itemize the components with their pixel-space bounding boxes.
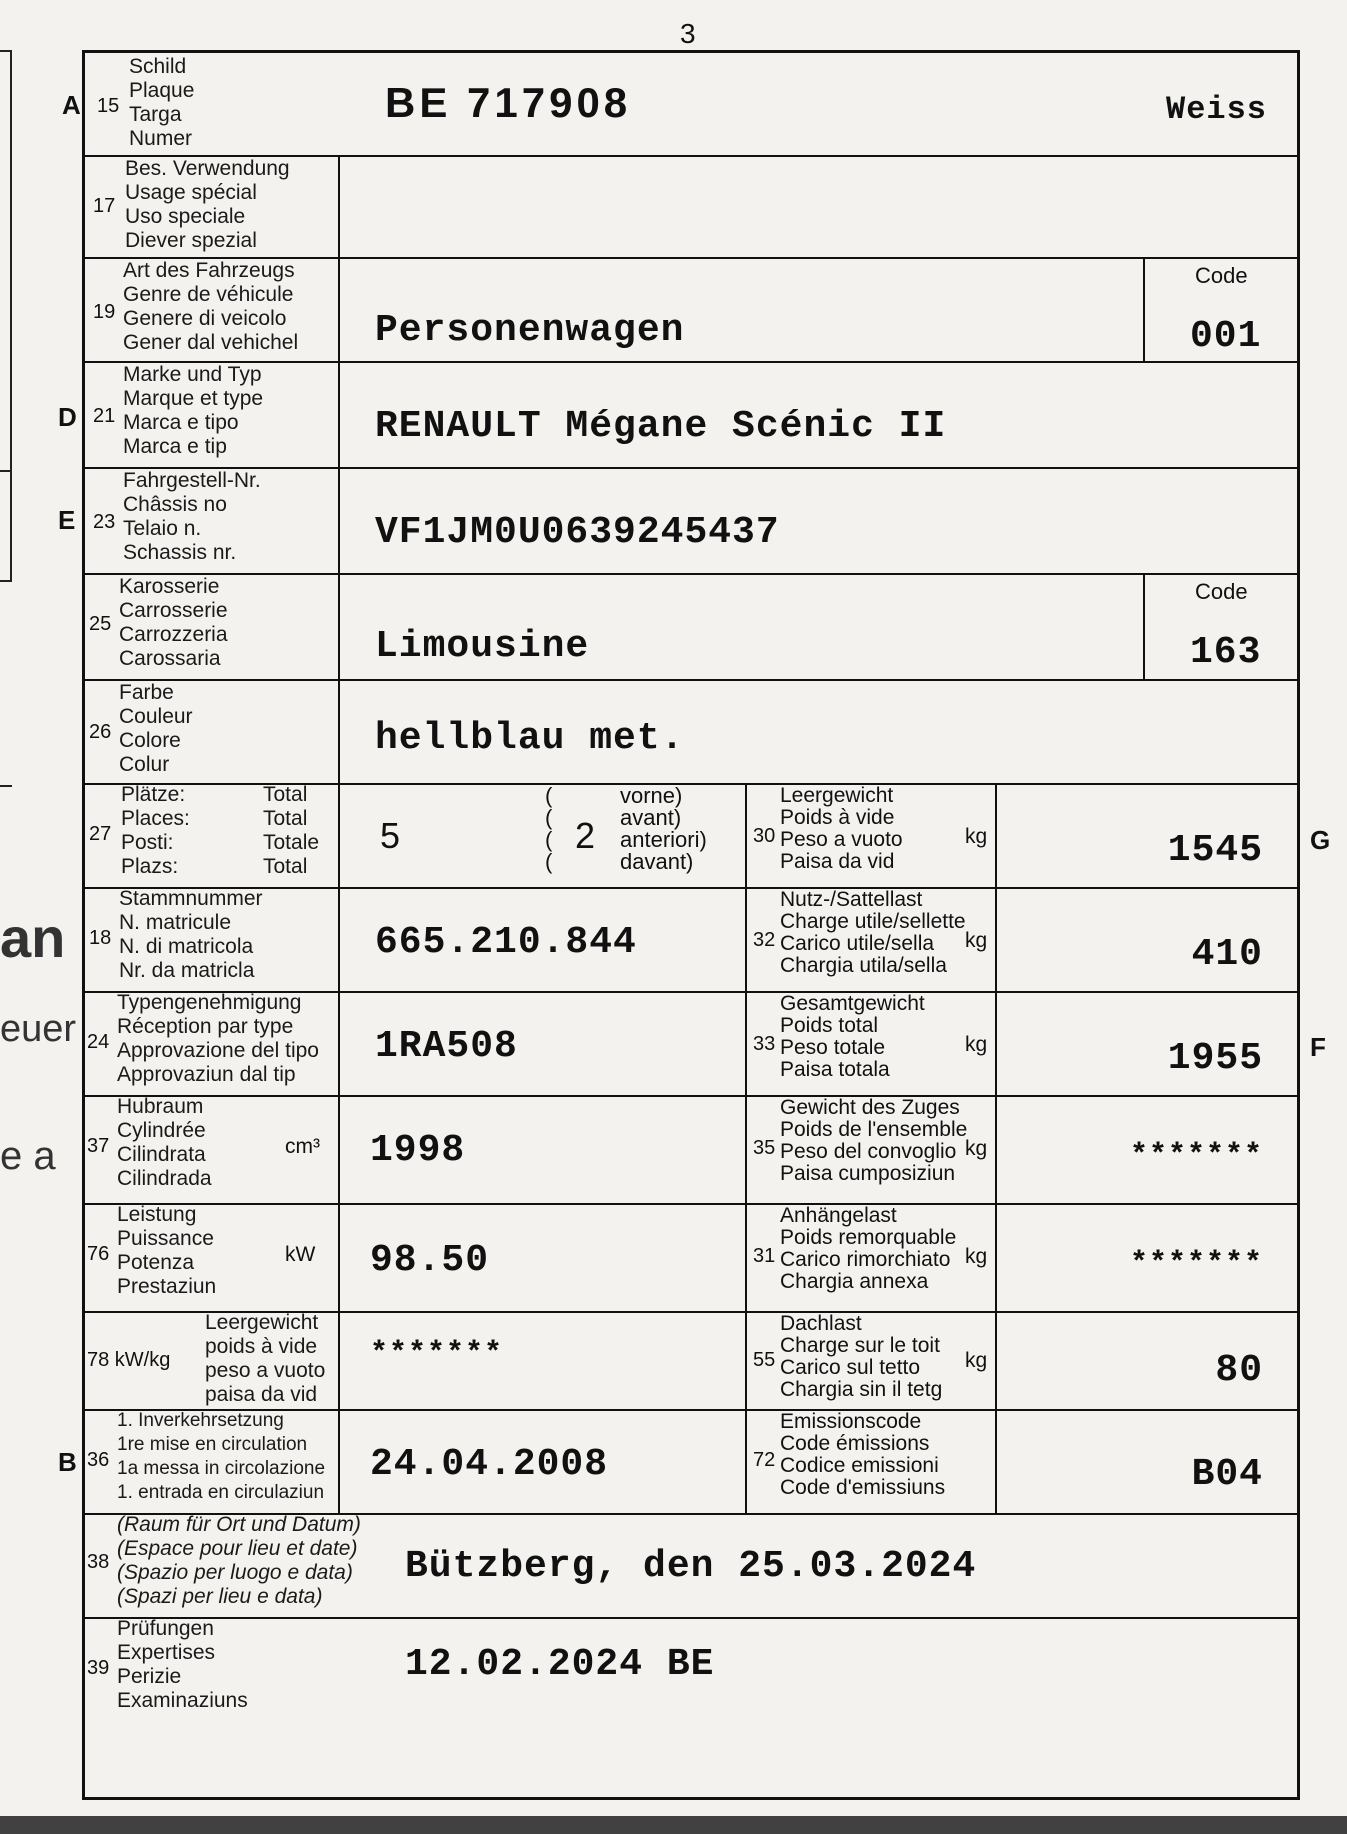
field-label: Emissionscode Code émissions Codice emissioni Code d'emissiuns bbox=[780, 1410, 946, 1499]
paren-open: ( ( ( ( bbox=[545, 783, 553, 874]
field-label: Bes. Verwendung Usage spécial Uso speciale Diever spezial bbox=[125, 157, 290, 252]
field-number: 21 bbox=[93, 405, 116, 427]
field-label: Karosserie Carrosserie Carrozzeria Carossaria bbox=[119, 575, 228, 670]
scan-edge-shadow bbox=[0, 1816, 1347, 1834]
field-label: Schild Plaque Targa Numer bbox=[129, 55, 195, 150]
left-edge-rule bbox=[0, 50, 12, 52]
row-displacement-train-weight bbox=[85, 1095, 1297, 1205]
left-edge-rule bbox=[0, 470, 12, 472]
train-weight-value: ******* bbox=[1129, 1139, 1263, 1173]
row-body bbox=[85, 573, 1297, 681]
total-weight-value: 1955 bbox=[1167, 1037, 1263, 1080]
emission-code-value: B04 bbox=[1191, 1453, 1263, 1496]
margin-letter-g: G bbox=[1310, 825, 1331, 855]
row-color bbox=[85, 679, 1297, 785]
make-type-value: RENAULT Mégane Scénic II bbox=[375, 405, 947, 448]
field-label: Farbe Couleur Colore Colur bbox=[119, 681, 193, 776]
field-label: Dachlast Charge sur le toit Carico sul tetto Chargia sin il tetg bbox=[780, 1312, 943, 1401]
roof-load-value: 80 bbox=[1215, 1349, 1263, 1392]
field-number: 19 bbox=[93, 301, 116, 323]
field-number: 18 bbox=[89, 927, 112, 949]
power-weight-value: ******* bbox=[370, 1337, 504, 1371]
field-number: 30 bbox=[753, 825, 776, 847]
side-fragment-2: euer bbox=[0, 1008, 77, 1050]
field-label: Gesamtgewicht Poids total Peso totale Paisa totala bbox=[780, 992, 925, 1081]
row-power-weight-roof bbox=[85, 1311, 1297, 1411]
vehicle-kind-value: Personenwagen bbox=[375, 309, 685, 352]
unit: kg bbox=[965, 1033, 988, 1056]
field-label: Gewicht des Zuges Poids de l'ensemble Peso del convoglio Paisa cumposiziun bbox=[780, 1096, 968, 1185]
color-value: hellblau met. bbox=[375, 717, 685, 760]
first-registration-date: 24.04.2008 bbox=[370, 1443, 609, 1486]
field-label: Leergewicht Poids à vide Peso a vuoto Paisa da vid bbox=[780, 784, 903, 873]
field-number: 36 bbox=[87, 1449, 110, 1471]
vehicle-kind-code: 001 bbox=[1190, 315, 1262, 358]
place-date-value: Bützberg, den 25.03.2024 bbox=[405, 1545, 977, 1588]
field-number: 32 bbox=[753, 929, 776, 951]
displacement-value: 1998 bbox=[370, 1129, 466, 1172]
margin-letter-a: A bbox=[62, 90, 81, 120]
seats-total: 5 bbox=[380, 815, 401, 856]
row-chassis bbox=[85, 467, 1297, 575]
body-code: 163 bbox=[1190, 631, 1262, 674]
field-label: (Raum für Ort und Datum) (Espace pour lieu et date) (Spazio per luogo e data) (Spazi per lieu e data) bbox=[117, 1513, 361, 1608]
code-label: Code bbox=[1195, 579, 1248, 604]
field-number: 31 bbox=[753, 1245, 776, 1267]
row-matricule-payload bbox=[85, 887, 1297, 993]
field-number: 72 bbox=[753, 1449, 776, 1471]
field-number: 76 bbox=[87, 1243, 110, 1265]
empty-weight-value: 1545 bbox=[1167, 829, 1263, 872]
field-label: Fahrgestell-Nr. Châssis no Telaio n. Schassis nr. bbox=[123, 469, 261, 564]
row-seats-empty-weight bbox=[85, 783, 1297, 889]
inspection-value: 12.02.2024 BE bbox=[405, 1643, 715, 1686]
margin-letter-d: D bbox=[58, 402, 77, 432]
field-number: 27 bbox=[89, 823, 112, 845]
row-first-registration-emissions bbox=[85, 1409, 1297, 1515]
unit: cm³ bbox=[285, 1135, 320, 1158]
unit: kW bbox=[285, 1243, 316, 1266]
field-number: 25 bbox=[89, 613, 112, 635]
matricule-value: 665.210.844 bbox=[375, 921, 637, 964]
unit: kg bbox=[965, 929, 988, 952]
side-fragment-1: an bbox=[0, 906, 66, 969]
field-number: 37 bbox=[87, 1135, 110, 1157]
row-power-towing bbox=[85, 1203, 1297, 1313]
margin-letter-f: F bbox=[1310, 1032, 1326, 1062]
field-label: Marke und Typ Marque et type Marca e tipo Marca e tip bbox=[123, 363, 264, 458]
field-number: 78 kW/kg bbox=[87, 1349, 171, 1371]
seats-front: 2 bbox=[575, 815, 596, 856]
field-number: 23 bbox=[93, 511, 116, 533]
unit: kg bbox=[965, 1137, 988, 1160]
field-label: Typengenehmigung Réception par type Approvazione del tipo Approvaziun dal tip bbox=[117, 991, 319, 1086]
field-label: Art des Fahrzeugs Genre de véhicule Genere di veicolo Gener dal vehichel bbox=[123, 259, 299, 354]
plate-color: Weiss bbox=[1165, 91, 1267, 128]
left-edge-line bbox=[10, 50, 12, 580]
row-plate bbox=[85, 53, 1297, 157]
field-number: 35 bbox=[753, 1137, 776, 1159]
field-label: 1. Inverkehrsetzung 1re mise en circulation 1a messa in circolazione 1. entrada en circulaziun bbox=[117, 1410, 326, 1503]
unit: kg bbox=[965, 1245, 988, 1268]
margin-letter-e: E bbox=[58, 505, 76, 535]
code-label: Code bbox=[1195, 263, 1248, 288]
field-number: 39 bbox=[87, 1657, 110, 1679]
type-approval-value: 1RA508 bbox=[375, 1025, 518, 1068]
field-label: Stammnummer N. matricule N. di matricola Nr. da matricla bbox=[119, 887, 263, 982]
field-number: 55 bbox=[753, 1349, 776, 1371]
row-vehicle-kind bbox=[85, 257, 1297, 363]
chassis-number: VF1JM0U0639245437 bbox=[375, 511, 780, 554]
field-label: Leergewicht poids à vide peso a vuoto paisa da vid bbox=[205, 1311, 326, 1406]
unit: kg bbox=[965, 825, 988, 848]
field-number: 26 bbox=[89, 721, 112, 743]
row-inspections bbox=[85, 1617, 1297, 1797]
row-place-date bbox=[85, 1513, 1297, 1619]
left-edge-rule bbox=[0, 785, 12, 787]
field-number: 15 bbox=[97, 95, 120, 117]
field-label-total: Total Total Totale Total bbox=[263, 783, 320, 878]
field-number: 24 bbox=[87, 1031, 110, 1053]
unit: kg bbox=[965, 1349, 988, 1372]
margin-letter-b: B bbox=[58, 1447, 77, 1477]
towing-value: ******* bbox=[1129, 1247, 1263, 1281]
field-number: 33 bbox=[753, 1033, 776, 1055]
field-label: Nutz-/Sattellast Charge utile/sellette Carico utile/sella Chargia utila/sella bbox=[780, 888, 966, 977]
field-number: 38 bbox=[87, 1551, 110, 1573]
field-label: Leistung Puissance Potenza Prestaziun bbox=[117, 1203, 217, 1298]
plate-number: BE 717908 bbox=[385, 79, 632, 126]
field-label: Prüfungen Expertises Perizie Examinaziuns bbox=[117, 1617, 248, 1712]
body-value: Limousine bbox=[375, 625, 590, 668]
row-make-type bbox=[85, 361, 1297, 469]
field-label: Anhängelast Poids remorquable Carico rimorchiato Chargia annexa bbox=[780, 1204, 957, 1293]
side-fragment-3: e a bbox=[0, 1134, 56, 1178]
page-number: 3 bbox=[680, 18, 696, 49]
power-value: 98.50 bbox=[370, 1239, 490, 1282]
field-label: Plätze: Places: Posti: Plazs: bbox=[121, 783, 190, 878]
seats-front-label: vorne) avant) anteriori) davant) bbox=[620, 783, 707, 874]
vehicle-registration-form bbox=[82, 50, 1300, 1800]
field-label: Hubraum Cylindrée Cilindrata Cilindrada bbox=[117, 1095, 212, 1190]
row-special-use bbox=[85, 155, 1297, 259]
row-type-approval-total-weight bbox=[85, 991, 1297, 1097]
payload-value: 410 bbox=[1191, 933, 1263, 976]
field-number: 17 bbox=[93, 195, 116, 217]
left-edge-rule bbox=[0, 580, 12, 582]
